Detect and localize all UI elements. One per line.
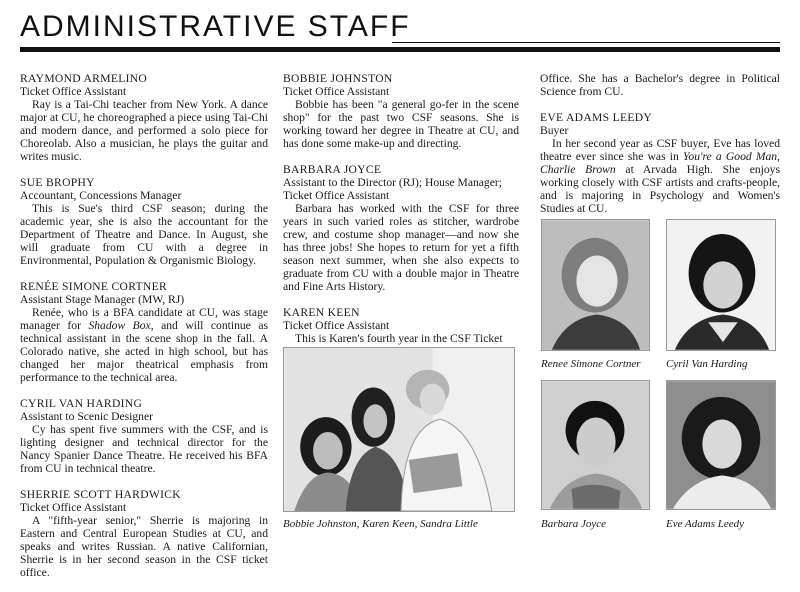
- staff-name: BARBARA JOYCE: [283, 163, 382, 176]
- portrait-renee: [541, 219, 650, 351]
- staff-entry: [540, 111, 780, 215]
- staff-bio: This is Karen's fourth year in the CSF Ticket: [295, 332, 503, 345]
- group-photo: [283, 347, 515, 512]
- portrait-cyril: [666, 219, 776, 351]
- staff-bio: [540, 137, 780, 215]
- bio-text: at Arvada High. She enjoys working closely with CSF artists and crafts-people, and is majoring in Psychology and Women's Studies at CU.: [540, 163, 780, 215]
- bio-continuation: [540, 72, 780, 98]
- staff-role: Buyer: [540, 124, 569, 137]
- staff-name: EVE ADAMS LEEDY: [540, 111, 653, 124]
- staff-role: Ticket Office Assistant: [20, 85, 127, 98]
- staff-role: Assistant Stage Manager (MW, RJ): [20, 293, 185, 306]
- staff-entry: [283, 72, 519, 150]
- portrait-barbara: [541, 380, 650, 510]
- staff-role: Assistant to the Director (RJ); House Manager; Ticket Office Assistant: [283, 176, 502, 202]
- group-photo-caption: Bobbie Johnston, Karen Keen, Sandra Little: [283, 518, 478, 530]
- staff-name: CYRIL VAN HARDING: [20, 397, 143, 410]
- staff-entry: [20, 72, 268, 163]
- column-1: [20, 72, 268, 592]
- bio-text: , and will continue as technical assistant in the scene shop in the fall. A Colorado native, she acted in high school, but has changed her major theatrical emphasis from performance to the technical area.: [20, 319, 268, 384]
- staff-name: KAREN KEEN: [283, 306, 360, 319]
- show-title: Shadow Box: [88, 319, 151, 332]
- portrait-caption: Renee Simone Cortner: [541, 358, 641, 370]
- portrait-caption: Cyril Van Harding: [666, 358, 748, 370]
- staff-bio: Bobbie has been "a general go-fer in the scene shop" for the past two CSF seasons. She is working toward her degree in Theatre at CU, and has done some make-up and directing.: [283, 98, 519, 150]
- staff-bio: A "fifth-year senior," Sherrie is majoring in Eastern and Central European Studies at CU, and speaks and writes Russian. A native Californian, Sherrie is in her second season in the CSF ticket office.: [20, 514, 268, 579]
- title-underline: [392, 42, 780, 43]
- staff-name: BOBBIE JOHNSTON: [283, 72, 393, 85]
- staff-entry: [20, 280, 268, 384]
- portrait-eve: [666, 380, 776, 510]
- title-bar: [20, 47, 780, 52]
- staff-bio: Barbara has worked with the CSF for three years in such varied roles as stitcher, wardrobe crew, and costume shop manager—and now she has three jobs! She hopes to return for yet a fifth season next summer, when she also expects to graduate from CU with a double major in Theatre and Fine Arts History.: [283, 202, 519, 293]
- page-header: [20, 8, 780, 54]
- show-title: You're a Good Man, Charlie Brown: [540, 150, 781, 176]
- staff-name: RENÉE SIMONE CORTNER: [20, 280, 168, 293]
- staff-entry: [20, 397, 268, 475]
- portrait-caption: Eve Adams Leedy: [666, 518, 744, 530]
- page-title: ADMINISTRATIVE STAFF: [20, 10, 411, 43]
- staff-bio: Ray is a Tai-Chi teacher from New York. A dance major at CU, he choreographed a piece using Tai-Chi and modern dance, and performed a solo piece for Choreolab. Also a musician, he plays the guitar and writes music.: [20, 98, 268, 163]
- staff-bio: Cy has spent five summers with the CSF, and is lighting designer and technical director for the Nancy Spanier Dance Theatre. He received his BFA from CU in technical theatre.: [20, 423, 268, 475]
- staff-role: Ticket Office Assistant: [20, 501, 127, 514]
- staff-name: RAYMOND ARMELINO: [20, 72, 148, 85]
- bio-text: Renée, who is a BFA candidate at CU, was stage manager for: [20, 306, 268, 332]
- portrait-caption: Barbara Joyce: [541, 518, 607, 530]
- column-2: [283, 72, 519, 358]
- staff-role: Ticket Office Assistant: [283, 319, 390, 332]
- column-3: [540, 72, 780, 228]
- staff-entry: [283, 306, 519, 345]
- bio-text: In her second year as CSF buyer, Eve has loved theatre ever since she was in: [540, 137, 780, 163]
- staff-bio: This is Sue's third CSF season; during the academic year, she is also the accountant for the Department of Theatre and Dance. In August, she will graduate from CU with a degree in Environmental, Population & Organismic Biology.: [20, 202, 268, 267]
- staff-name: SHERRIE SCOTT HARDWICK: [20, 488, 181, 501]
- staff-name: SUE BROPHY: [20, 176, 95, 189]
- staff-entry: [283, 163, 519, 293]
- staff-bio: [20, 306, 268, 384]
- staff-bio: Office. She has a Bachelor's degree in Political Science from CU.: [540, 72, 780, 98]
- staff-role: Accountant, Concessions Manager: [20, 189, 182, 202]
- staff-role: Ticket Office Assistant: [283, 85, 390, 98]
- staff-entry: [20, 176, 268, 267]
- staff-entry: [20, 488, 268, 579]
- staff-role: Assistant to Scenic Designer: [20, 410, 153, 423]
